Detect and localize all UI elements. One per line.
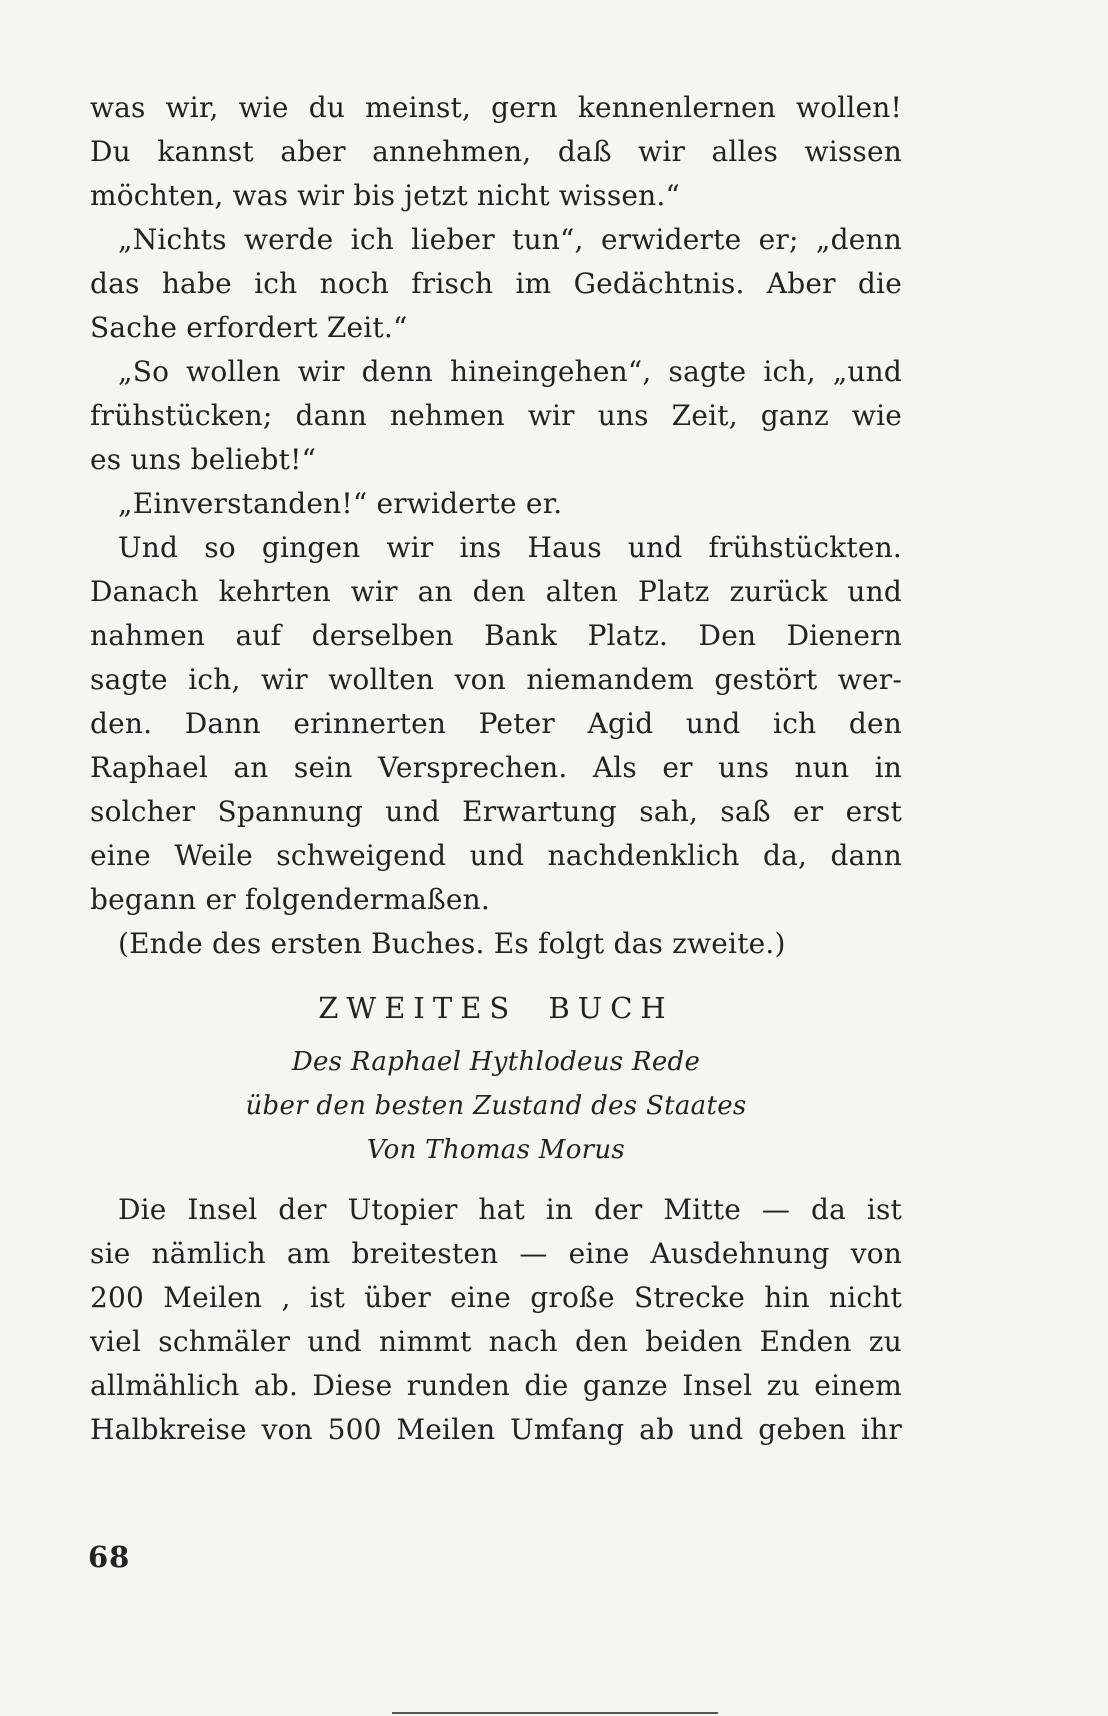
body-line: nahmen auf derselben Bank Platz. Den Dienern bbox=[90, 619, 902, 652]
chapter-body-line: 200 Meilen , ist über eine große Strecke hin nicht bbox=[90, 1281, 902, 1314]
chapter-body bbox=[90, 1188, 902, 1452]
body-line: möchten, was wir bis jetzt nicht wissen.“ bbox=[90, 179, 681, 212]
body-line: „Einverstanden!“ erwiderte er. bbox=[118, 487, 563, 520]
body-line: das habe ich noch frisch im Gedächtnis. Aber die bbox=[90, 267, 902, 300]
body-line: begann er folgendermaßen. bbox=[90, 883, 490, 916]
body-line: (Ende des ersten Buches. Es folgt das zweite.) bbox=[118, 927, 786, 960]
chapter-subtitle bbox=[90, 1040, 902, 1172]
chapter-body-line: Die Insel der Utopier hat in der Mitte — da ist bbox=[118, 1193, 902, 1226]
body-line: „Nichts werde ich lieber tun“, erwiderte er; „denn bbox=[118, 223, 902, 256]
body-line: Danach kehrten wir an den alten Platz zurück und bbox=[90, 575, 902, 608]
body-line: sagte ich, wir wollten von niemandem gestört wer- bbox=[90, 663, 902, 696]
chapter-subtitle-line: über den besten Zustand des Staates bbox=[245, 1091, 747, 1121]
chapter-subtitle-line: Des Raphael Hythlodeus Rede bbox=[291, 1047, 701, 1077]
chapter-body-line: sie nämlich am breitesten — eine Ausdehnung von bbox=[90, 1237, 902, 1270]
chapter-body-line: viel schmäler und nimmt nach den beiden Enden zu bbox=[90, 1325, 902, 1358]
body-line: Sache erfordert Zeit.“ bbox=[90, 311, 408, 344]
chapter-heading: ZWEITES BUCH bbox=[318, 991, 674, 1025]
chapter-body-line: Halbkreise von 500 Meilen Umfang ab und geben ihr bbox=[90, 1413, 902, 1446]
page-number: 68 bbox=[88, 1540, 131, 1574]
chapter-body-line: allmählich ab. Diese runden die ganze Insel zu einem bbox=[90, 1369, 902, 1402]
body-line: solcher Spannung und Erwartung sah, saß er erst bbox=[90, 795, 902, 828]
page-text-block bbox=[90, 86, 902, 1452]
body-line: es uns beliebt!“ bbox=[90, 443, 317, 476]
chapter-subtitle-line: Von Thomas Morus bbox=[366, 1135, 626, 1165]
scan-artifact-line bbox=[392, 1712, 718, 1714]
body-line: frühstücken; dann nehmen wir uns Zeit, ganz wie bbox=[90, 399, 902, 432]
body-line: Du kannst aber annehmen, daß wir alles wissen bbox=[90, 135, 902, 168]
body-line: Und so gingen wir ins Haus und frühstückten. bbox=[118, 531, 902, 564]
body-line: Raphael an sein Versprechen. Als er uns nun in bbox=[90, 751, 902, 784]
body-line: eine Weile schweigend und nachdenklich da, dann bbox=[90, 839, 902, 872]
body-line: „So wollen wir denn hineingehen“, sagte ich, „und bbox=[118, 355, 902, 388]
body-line: den. Dann erinnerten Peter Agid und ich den bbox=[90, 707, 902, 740]
body-line: was wir, wie du meinst, gern kennenlernen wollen! bbox=[90, 91, 902, 124]
